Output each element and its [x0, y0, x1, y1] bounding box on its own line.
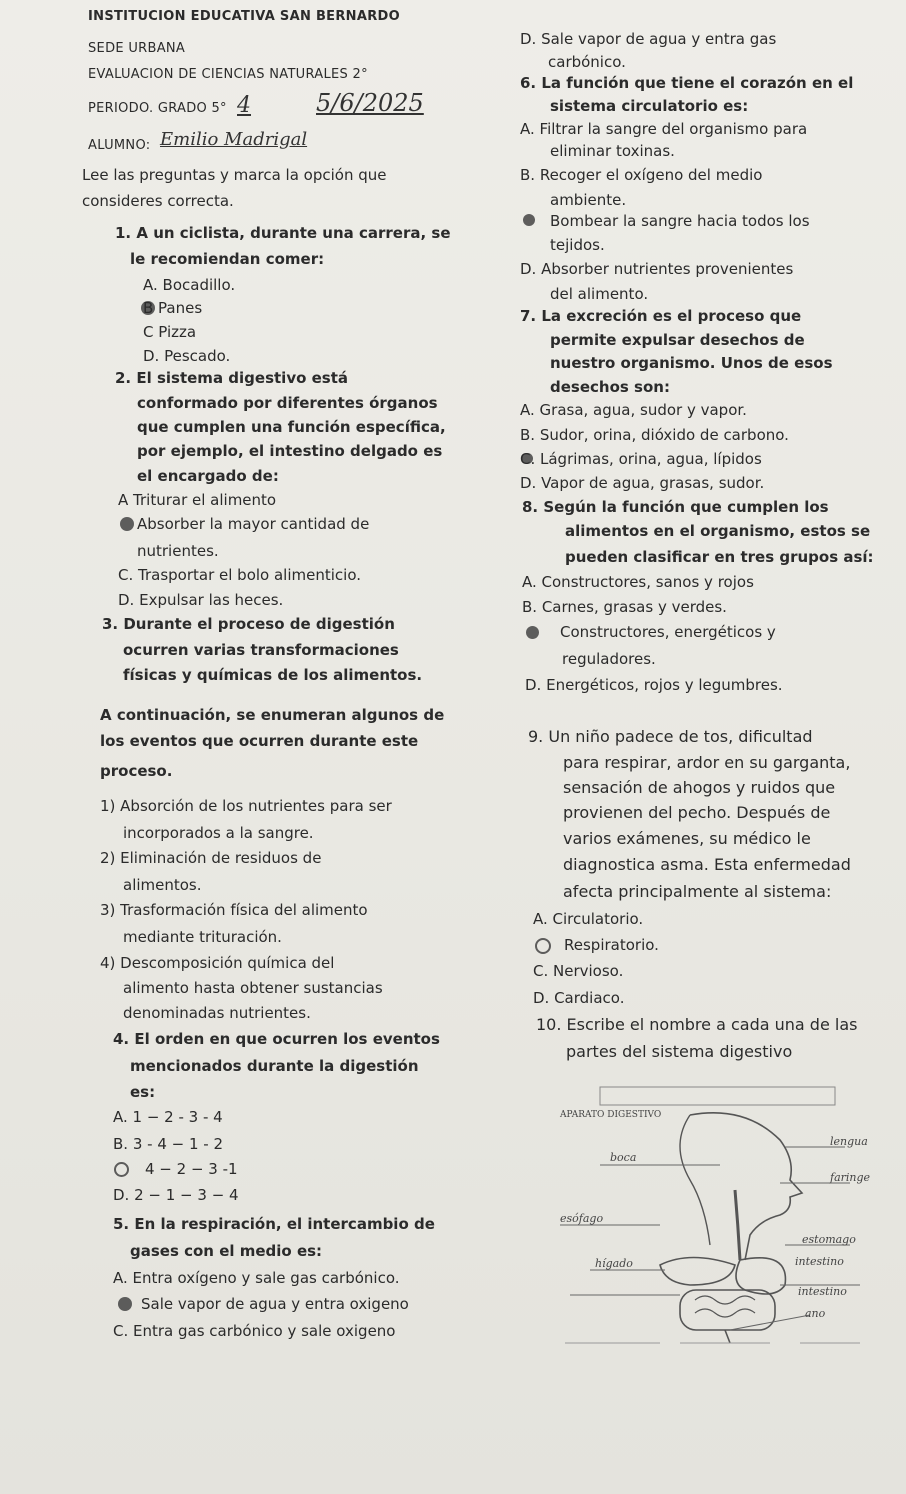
q5-option-d[interactable]: D. Sale vapor de agua y entra gas [520, 30, 777, 48]
q9-text: sensación de ahogos y ruidos que [563, 778, 836, 797]
q5-text: 5. En la respiración, el intercambio de [113, 1215, 435, 1233]
q5-option-d-cont: carbónico. [548, 53, 626, 71]
q4-option-a[interactable]: A. 1 − 2 - 3 - 4 [113, 1108, 223, 1126]
q9-option-d[interactable]: D. Cardiaco. [533, 989, 625, 1007]
label-intestino-2: intestino [798, 1285, 847, 1298]
q2-text: 2. El sistema digestivo está [115, 369, 349, 387]
selected-answer-mark [120, 517, 134, 531]
event-4-cont: alimento hasta obtener sustancias [123, 979, 383, 997]
q2-option-c[interactable]: C. Trasportar el bolo alimenticio. [118, 566, 362, 584]
label-higado: hígado [595, 1257, 633, 1270]
liver-shape [660, 1258, 735, 1286]
digestive-system-diagram [540, 1085, 880, 1350]
q9-text: provienen del pecho. Después de [563, 803, 831, 822]
q3-text: físicas y químicas de los alimentos. [123, 666, 423, 684]
event-1: 1) Absorción de los nutrientes para ser [100, 797, 392, 815]
label-ano: ano [805, 1307, 826, 1320]
q1-text: 1. A un ciclista, durante una carrera, se [115, 224, 451, 242]
selected-answer-mark [535, 938, 551, 954]
q9-option-c[interactable]: C. Nervioso. [533, 962, 624, 980]
q9-text: afecta principalmente al sistema: [563, 882, 832, 901]
label-esofago: esófago [560, 1212, 604, 1225]
q7-text: permite expulsar desechos de [550, 331, 805, 349]
q1-option-d[interactable]: D. Pescado. [143, 347, 231, 365]
q5-option-b[interactable]: Sale vapor de agua y entra oxigeno [141, 1295, 409, 1313]
rectum-shape [725, 1330, 730, 1343]
event-2: 2) Eliminación de residuos de [100, 849, 322, 867]
q8-option-c-cont: reguladores. [562, 650, 656, 668]
q9-option-a[interactable]: A. Circulatorio. [533, 910, 644, 928]
selected-answer-mark [118, 1297, 132, 1311]
q6-option-c[interactable]: Bombear la sangre hacia todos los [550, 212, 810, 230]
q7-option-b[interactable]: B. Sudor, orina, dióxido de carbono. [520, 426, 789, 444]
events-intro: los eventos que ocurren durante este [100, 732, 419, 750]
label-boca: boca [610, 1151, 637, 1164]
q7-text: desechos son: [550, 378, 670, 396]
q4-text: 4. El orden en que ocurren los eventos [113, 1030, 440, 1048]
selected-answer-mark [523, 214, 535, 226]
q5-text: gases con el medio es: [130, 1242, 323, 1260]
q2-text: que cumplen una función específica, [137, 418, 446, 436]
q10-text: 10. Escribe el nombre a cada una de las [536, 1015, 858, 1034]
q4-option-c[interactable]: 4 − 2 − 3 -1 [145, 1160, 238, 1178]
events-intro: proceso. [100, 762, 173, 780]
period-grade-label: PERIODO. GRADO 5° [88, 101, 227, 116]
stomach-shape [736, 1258, 785, 1294]
q2-text: por ejemplo, el intestino delgado es [137, 442, 443, 460]
q2-option-a[interactable]: A Triturar el alimento [118, 491, 277, 509]
q9-option-b[interactable]: Respiratorio. [564, 936, 659, 954]
label-line-ano [730, 1315, 810, 1330]
date-handwritten: 5/6/2025 [316, 89, 424, 117]
q7-text: nuestro organismo. Unos de esos [550, 354, 833, 372]
q5-option-a[interactable]: A. Entra oxígeno y sale gas carbónico. [113, 1269, 400, 1287]
student-name-handwritten: Emilio Madrigal [160, 129, 308, 150]
q6-option-b-cont: ambiente. [550, 191, 627, 209]
q9-text: varios exámenes, su médico le [563, 829, 811, 848]
label-lengua: lengua [830, 1135, 868, 1148]
small-intestine-shape [695, 1296, 755, 1317]
q1-text: le recomiendan comer: [130, 250, 325, 268]
q7-option-a[interactable]: A. Grasa, agua, sudor y vapor. [520, 401, 747, 419]
event-4: 4) Descomposición química del [100, 954, 335, 972]
instructions-line-1: Lee las preguntas y marca la opción que [82, 166, 387, 184]
q1-option-a[interactable]: A. Bocadillo. [143, 276, 236, 294]
q3-text: ocurren varias transformaciones [123, 641, 399, 659]
q2-option-b-cont: nutrientes. [137, 542, 219, 560]
q7-option-c[interactable]: C. Lágrimas, orina, agua, lípidos [520, 450, 762, 468]
q5-option-c[interactable]: C. Entra gas carbónico y sale oxigeno [113, 1322, 396, 1340]
q6-option-d[interactable]: D. Absorber nutrientes provenientes [520, 260, 794, 278]
label-intestino-1: intestino [795, 1255, 844, 1268]
diagram-header-box [600, 1087, 835, 1105]
q8-text: alimentos en el organismo, estos se [565, 522, 871, 540]
q6-option-a[interactable]: A. Filtrar la sangre del organismo para [520, 120, 808, 138]
q7-text: 7. La excreción es el proceso que [520, 307, 802, 325]
event-2-cont: alimentos. [123, 876, 202, 894]
instructions-line-2: consideres correcta. [82, 192, 234, 210]
head-outline [690, 1113, 802, 1260]
events-intro: A continuación, se enumeran algunos de [100, 706, 445, 724]
q4-text: es: [130, 1083, 156, 1101]
exam-title: EVALUACION DE CIENCIAS NATURALES 2° [88, 67, 368, 82]
q2-text: conformado por diferentes órganos [137, 394, 438, 412]
esophagus-shape [735, 1190, 740, 1260]
q4-text: mencionados durante la digestión [130, 1057, 419, 1075]
label-faringe: faringe [830, 1171, 871, 1184]
event-4-cont: denominadas nutrientes. [123, 1004, 311, 1022]
back-of-head-outline [680, 1115, 710, 1245]
q6-option-c-cont: tejidos. [550, 236, 605, 254]
selected-answer-mark [114, 1162, 129, 1177]
q9-text: para respirar, ardor en su garganta, [563, 753, 851, 772]
school-name: INSTITUCION EDUCATIVA SAN BERNARDO [88, 9, 400, 24]
q2-text: el encargado de: [137, 467, 279, 485]
q8-option-a[interactable]: A. Constructores, sanos y rojos [522, 573, 754, 591]
q9-text: 9. Un niño padece de tos, dificultad [528, 727, 813, 746]
q1-option-b[interactable]: B Panes [143, 299, 203, 317]
q10-text: partes del sistema digestivo [566, 1042, 793, 1061]
q8-option-b[interactable]: B. Carnes, grasas y verdes. [522, 598, 727, 616]
q6-option-a-cont: eliminar toxinas. [550, 142, 675, 160]
q6-text: 6. La función que tiene el corazón en el [520, 74, 854, 92]
label-estomago: estomago [802, 1233, 856, 1246]
q6-option-b[interactable]: B. Recoger el oxígeno del medio [520, 166, 763, 184]
q1-option-c[interactable]: C Pizza [143, 323, 197, 341]
event-1-cont: incorporados a la sangre. [123, 824, 314, 842]
q8-text: pueden clasificar en tres grupos así: [565, 548, 874, 566]
q2-option-d[interactable]: D. Expulsar las heces. [118, 591, 284, 609]
q8-option-c[interactable]: Constructores, energéticos y [560, 623, 776, 641]
q8-text: 8. Según la función que cumplen los [522, 498, 829, 516]
event-3: 3) Trasformación física del alimento [100, 901, 368, 919]
q2-option-b[interactable]: Absorber la mayor cantidad de [137, 515, 370, 533]
q7-option-d[interactable]: D. Vapor de agua, grasas, sudor. [520, 474, 765, 492]
student-label: ALUMNO: [88, 138, 151, 153]
q8-option-d[interactable]: D. Energéticos, rojos y legumbres. [525, 676, 783, 694]
q4-option-d[interactable]: D. 2 − 1 − 3 − 4 [113, 1186, 239, 1204]
site-name: SEDE URBANA [88, 41, 186, 56]
q3-text: 3. Durante el proceso de digestión [102, 615, 395, 633]
q6-text: sistema circulatorio es: [550, 97, 749, 115]
event-3-cont: mediante trituración. [123, 928, 282, 946]
selected-answer-mark [526, 626, 539, 639]
q4-option-b[interactable]: B. 3 - 4 − 1 - 2 [113, 1135, 224, 1153]
q6-option-d-cont: del alimento. [550, 285, 649, 303]
diagram-title: APARATO DIGESTIVO [560, 1110, 662, 1120]
q9-text: diagnostica asma. Esta enfermedad [563, 855, 851, 874]
grade-handwritten: 4 [237, 93, 251, 118]
